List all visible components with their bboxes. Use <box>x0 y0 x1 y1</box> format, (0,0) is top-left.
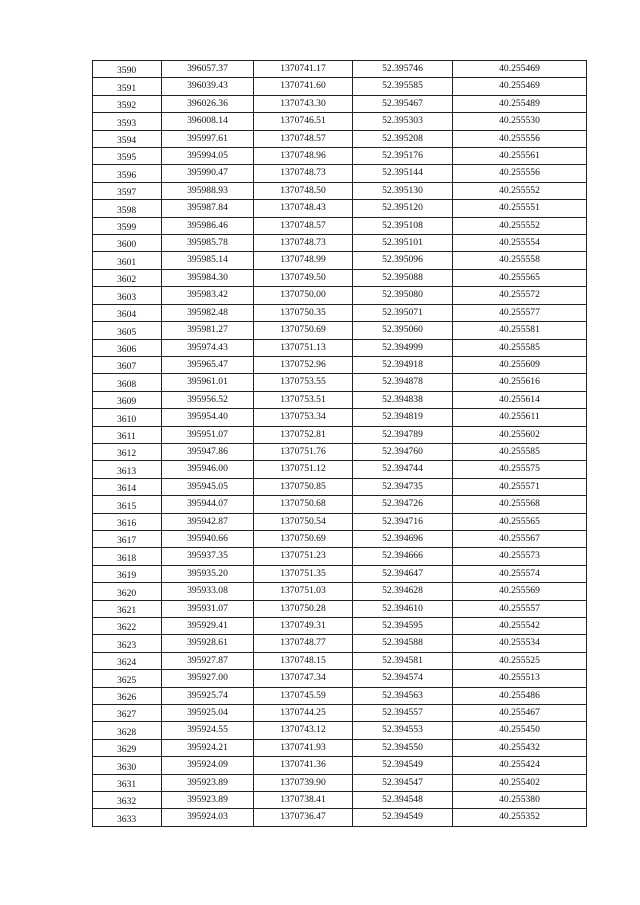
y-coordinate-cell: 1370753.51 <box>254 391 353 408</box>
x-coordinate-cell: 395942.87 <box>162 513 254 530</box>
y-coordinate-cell: 1370748.50 <box>254 182 353 199</box>
y-coordinate-cell: 1370751.13 <box>254 339 353 356</box>
table-row <box>93 600 587 617</box>
longitude-cell: 40.255424 <box>453 757 587 774</box>
table-row <box>93 530 587 547</box>
table-row <box>93 426 587 443</box>
longitude-cell: 40.255557 <box>453 600 587 617</box>
table-row <box>93 113 587 130</box>
table-row <box>93 374 587 391</box>
longitude-cell: 40.255568 <box>453 496 587 513</box>
longitude-cell: 40.255432 <box>453 739 587 756</box>
point-number-cell: 3612 <box>93 443 162 460</box>
point-number-cell: 3630 <box>93 757 162 774</box>
x-coordinate-cell: 395940.66 <box>162 530 254 547</box>
latitude-cell: 52.395101 <box>353 235 453 252</box>
point-number-cell: 3608 <box>93 374 162 391</box>
latitude-cell: 52.395080 <box>353 287 453 304</box>
longitude-cell: 40.255611 <box>453 409 587 426</box>
point-number-cell: 3611 <box>93 426 162 443</box>
longitude-cell: 40.255567 <box>453 530 587 547</box>
x-coordinate-cell: 395923.89 <box>162 792 254 809</box>
point-number-cell: 3631 <box>93 774 162 791</box>
y-coordinate-cell: 1370746.51 <box>254 113 353 130</box>
x-coordinate-cell: 395983.42 <box>162 287 254 304</box>
point-number-cell: 3623 <box>93 635 162 652</box>
table-row <box>93 391 587 408</box>
latitude-cell: 52.394610 <box>353 600 453 617</box>
latitude-cell: 52.394563 <box>353 687 453 704</box>
latitude-cell: 52.394595 <box>353 618 453 635</box>
table-row <box>93 304 587 321</box>
longitude-cell: 40.255469 <box>453 78 587 95</box>
latitude-cell: 52.394588 <box>353 635 453 652</box>
table-row <box>93 722 587 739</box>
table-row <box>93 478 587 495</box>
longitude-cell: 40.255577 <box>453 304 587 321</box>
y-coordinate-cell: 1370741.93 <box>254 739 353 756</box>
table-row <box>93 356 587 373</box>
latitude-cell: 52.394548 <box>353 792 453 809</box>
y-coordinate-cell: 1370750.69 <box>254 322 353 339</box>
table-row <box>93 618 587 635</box>
y-coordinate-cell: 1370751.03 <box>254 583 353 600</box>
y-coordinate-cell: 1370736.47 <box>254 809 353 826</box>
longitude-cell: 40.255525 <box>453 652 587 669</box>
longitude-cell: 40.255554 <box>453 235 587 252</box>
point-number-cell: 3633 <box>93 809 162 826</box>
x-coordinate-cell: 395974.43 <box>162 339 254 356</box>
longitude-cell: 40.255616 <box>453 374 587 391</box>
longitude-cell: 40.255565 <box>453 513 587 530</box>
x-coordinate-cell: 395923.89 <box>162 774 254 791</box>
longitude-cell: 40.255450 <box>453 722 587 739</box>
x-coordinate-cell: 396008.14 <box>162 113 254 130</box>
longitude-cell: 40.255352 <box>453 809 587 826</box>
latitude-cell: 52.394735 <box>353 478 453 495</box>
longitude-cell: 40.255380 <box>453 792 587 809</box>
latitude-cell: 52.394550 <box>353 739 453 756</box>
x-coordinate-cell: 395927.00 <box>162 670 254 687</box>
latitude-cell: 52.394574 <box>353 670 453 687</box>
table-row <box>93 739 587 756</box>
table-row <box>93 409 587 426</box>
point-number-cell: 3590 <box>93 61 162 78</box>
x-coordinate-cell: 395965.47 <box>162 356 254 373</box>
point-number-cell: 3599 <box>93 217 162 234</box>
y-coordinate-cell: 1370753.55 <box>254 374 353 391</box>
table-row <box>93 95 587 112</box>
point-number-cell: 3603 <box>93 287 162 304</box>
longitude-cell: 40.255571 <box>453 478 587 495</box>
point-number-cell: 3627 <box>93 705 162 722</box>
y-coordinate-cell: 1370749.31 <box>254 618 353 635</box>
y-coordinate-cell: 1370748.43 <box>254 200 353 217</box>
latitude-cell: 52.394999 <box>353 339 453 356</box>
latitude-cell: 52.395060 <box>353 322 453 339</box>
latitude-cell: 52.394838 <box>353 391 453 408</box>
point-number-cell: 3617 <box>93 530 162 547</box>
y-coordinate-cell: 1370741.60 <box>254 78 353 95</box>
longitude-cell: 40.255574 <box>453 565 587 582</box>
longitude-cell: 40.255467 <box>453 705 587 722</box>
longitude-cell: 40.255581 <box>453 322 587 339</box>
x-coordinate-cell: 395987.84 <box>162 200 254 217</box>
coordinates-table <box>92 60 587 827</box>
longitude-cell: 40.255486 <box>453 687 587 704</box>
x-coordinate-cell: 395982.48 <box>162 304 254 321</box>
longitude-cell: 40.255573 <box>453 548 587 565</box>
x-coordinate-cell: 395954.40 <box>162 409 254 426</box>
point-number-cell: 3632 <box>93 792 162 809</box>
table-row <box>93 130 587 147</box>
latitude-cell: 52.394549 <box>353 757 453 774</box>
longitude-cell: 40.255530 <box>453 113 587 130</box>
table-row <box>93 461 587 478</box>
table-row <box>93 565 587 582</box>
longitude-cell: 40.255556 <box>453 130 587 147</box>
table-row <box>93 339 587 356</box>
point-number-cell: 3626 <box>93 687 162 704</box>
longitude-cell: 40.255469 <box>453 61 587 78</box>
point-number-cell: 3595 <box>93 148 162 165</box>
y-coordinate-cell: 1370748.57 <box>254 130 353 147</box>
x-coordinate-cell: 395946.00 <box>162 461 254 478</box>
table-row <box>93 269 587 286</box>
y-coordinate-cell: 1370750.85 <box>254 478 353 495</box>
latitude-cell: 52.394547 <box>353 774 453 791</box>
latitude-cell: 52.394666 <box>353 548 453 565</box>
table-row <box>93 287 587 304</box>
latitude-cell: 52.395144 <box>353 165 453 182</box>
y-coordinate-cell: 1370748.99 <box>254 252 353 269</box>
latitude-cell: 52.395303 <box>353 113 453 130</box>
y-coordinate-cell: 1370750.00 <box>254 287 353 304</box>
table-row <box>93 443 587 460</box>
y-coordinate-cell: 1370750.54 <box>254 513 353 530</box>
longitude-cell: 40.255585 <box>453 443 587 460</box>
table-row <box>93 217 587 234</box>
latitude-cell: 52.395088 <box>353 269 453 286</box>
x-coordinate-cell: 395924.55 <box>162 722 254 739</box>
x-coordinate-cell: 395927.87 <box>162 652 254 669</box>
x-coordinate-cell: 395951.07 <box>162 426 254 443</box>
longitude-cell: 40.255609 <box>453 356 587 373</box>
x-coordinate-cell: 395985.14 <box>162 252 254 269</box>
y-coordinate-cell: 1370747.34 <box>254 670 353 687</box>
table-row <box>93 182 587 199</box>
latitude-cell: 52.394789 <box>353 426 453 443</box>
table-row <box>93 548 587 565</box>
latitude-cell: 52.394628 <box>353 583 453 600</box>
x-coordinate-cell: 395990.47 <box>162 165 254 182</box>
coordinates-table-body <box>93 61 587 827</box>
x-coordinate-cell: 395929.41 <box>162 618 254 635</box>
longitude-cell: 40.255558 <box>453 252 587 269</box>
table-row <box>93 774 587 791</box>
x-coordinate-cell: 395961.01 <box>162 374 254 391</box>
table-row <box>93 670 587 687</box>
point-number-cell: 3601 <box>93 252 162 269</box>
latitude-cell: 52.395176 <box>353 148 453 165</box>
table-row <box>93 705 587 722</box>
longitude-cell: 40.255542 <box>453 618 587 635</box>
y-coordinate-cell: 1370744.25 <box>254 705 353 722</box>
y-coordinate-cell: 1370753.34 <box>254 409 353 426</box>
y-coordinate-cell: 1370743.30 <box>254 95 353 112</box>
point-number-cell: 3594 <box>93 130 162 147</box>
longitude-cell: 40.255402 <box>453 774 587 791</box>
latitude-cell: 52.395467 <box>353 95 453 112</box>
latitude-cell: 52.394878 <box>353 374 453 391</box>
longitude-cell: 40.255551 <box>453 200 587 217</box>
y-coordinate-cell: 1370751.12 <box>254 461 353 478</box>
table-row <box>93 200 587 217</box>
table-row <box>93 635 587 652</box>
x-coordinate-cell: 395981.27 <box>162 322 254 339</box>
point-number-cell: 3628 <box>93 722 162 739</box>
y-coordinate-cell: 1370743.12 <box>254 722 353 739</box>
x-coordinate-cell: 395935.20 <box>162 565 254 582</box>
point-number-cell: 3602 <box>93 269 162 286</box>
x-coordinate-cell: 395994.05 <box>162 148 254 165</box>
y-coordinate-cell: 1370750.69 <box>254 530 353 547</box>
point-number-cell: 3615 <box>93 496 162 513</box>
x-coordinate-cell: 395924.21 <box>162 739 254 756</box>
y-coordinate-cell: 1370751.23 <box>254 548 353 565</box>
y-coordinate-cell: 1370751.76 <box>254 443 353 460</box>
latitude-cell: 52.395585 <box>353 78 453 95</box>
x-coordinate-cell: 395944.07 <box>162 496 254 513</box>
point-number-cell: 3621 <box>93 600 162 617</box>
table-row <box>93 165 587 182</box>
x-coordinate-cell: 395986.46 <box>162 217 254 234</box>
latitude-cell: 52.395130 <box>353 182 453 199</box>
x-coordinate-cell: 395928.61 <box>162 635 254 652</box>
longitude-cell: 40.255552 <box>453 182 587 199</box>
y-coordinate-cell: 1370741.17 <box>254 61 353 78</box>
latitude-cell: 52.395108 <box>353 217 453 234</box>
point-number-cell: 3598 <box>93 200 162 217</box>
latitude-cell: 52.395208 <box>353 130 453 147</box>
longitude-cell: 40.255575 <box>453 461 587 478</box>
x-coordinate-cell: 396057.37 <box>162 61 254 78</box>
latitude-cell: 52.395120 <box>353 200 453 217</box>
longitude-cell: 40.255556 <box>453 165 587 182</box>
x-coordinate-cell: 395956.52 <box>162 391 254 408</box>
table-row <box>93 583 587 600</box>
point-number-cell: 3625 <box>93 670 162 687</box>
table-row <box>93 148 587 165</box>
point-number-cell: 3606 <box>93 339 162 356</box>
table-row <box>93 757 587 774</box>
latitude-cell: 52.394744 <box>353 461 453 478</box>
longitude-cell: 40.255534 <box>453 635 587 652</box>
point-number-cell: 3629 <box>93 739 162 756</box>
latitude-cell: 52.394557 <box>353 705 453 722</box>
point-number-cell: 3618 <box>93 548 162 565</box>
x-coordinate-cell: 395984.30 <box>162 269 254 286</box>
y-coordinate-cell: 1370748.73 <box>254 235 353 252</box>
y-coordinate-cell: 1370738.41 <box>254 792 353 809</box>
point-number-cell: 3620 <box>93 583 162 600</box>
longitude-cell: 40.255565 <box>453 269 587 286</box>
latitude-cell: 52.394696 <box>353 530 453 547</box>
y-coordinate-cell: 1370741.36 <box>254 757 353 774</box>
point-number-cell: 3609 <box>93 391 162 408</box>
latitude-cell: 52.394819 <box>353 409 453 426</box>
y-coordinate-cell: 1370751.35 <box>254 565 353 582</box>
x-coordinate-cell: 395988.93 <box>162 182 254 199</box>
point-number-cell: 3600 <box>93 235 162 252</box>
y-coordinate-cell: 1370748.15 <box>254 652 353 669</box>
longitude-cell: 40.255561 <box>453 148 587 165</box>
table-row <box>93 687 587 704</box>
table-row <box>93 652 587 669</box>
latitude-cell: 52.394716 <box>353 513 453 530</box>
point-number-cell: 3596 <box>93 165 162 182</box>
longitude-cell: 40.255569 <box>453 583 587 600</box>
y-coordinate-cell: 1370745.59 <box>254 687 353 704</box>
latitude-cell: 52.394549 <box>353 809 453 826</box>
x-coordinate-cell: 395925.04 <box>162 705 254 722</box>
point-number-cell: 3622 <box>93 618 162 635</box>
longitude-cell: 40.255513 <box>453 670 587 687</box>
y-coordinate-cell: 1370748.57 <box>254 217 353 234</box>
y-coordinate-cell: 1370748.77 <box>254 635 353 652</box>
x-coordinate-cell: 395947.86 <box>162 443 254 460</box>
point-number-cell: 3593 <box>93 113 162 130</box>
latitude-cell: 52.395096 <box>353 252 453 269</box>
y-coordinate-cell: 1370752.96 <box>254 356 353 373</box>
latitude-cell: 52.394918 <box>353 356 453 373</box>
point-number-cell: 3605 <box>93 322 162 339</box>
y-coordinate-cell: 1370749.50 <box>254 269 353 286</box>
x-coordinate-cell: 395924.09 <box>162 757 254 774</box>
y-coordinate-cell: 1370752.81 <box>254 426 353 443</box>
longitude-cell: 40.255572 <box>453 287 587 304</box>
point-number-cell: 3607 <box>93 356 162 373</box>
latitude-cell: 52.394760 <box>353 443 453 460</box>
latitude-cell: 52.394581 <box>353 652 453 669</box>
x-coordinate-cell: 395925.74 <box>162 687 254 704</box>
table-row <box>93 235 587 252</box>
table-row <box>93 513 587 530</box>
point-number-cell: 3610 <box>93 409 162 426</box>
longitude-cell: 40.255552 <box>453 217 587 234</box>
y-coordinate-cell: 1370750.28 <box>254 600 353 617</box>
point-number-cell: 3619 <box>93 565 162 582</box>
y-coordinate-cell: 1370748.96 <box>254 148 353 165</box>
latitude-cell: 52.394553 <box>353 722 453 739</box>
y-coordinate-cell: 1370750.35 <box>254 304 353 321</box>
x-coordinate-cell: 395924.03 <box>162 809 254 826</box>
x-coordinate-cell: 395985.78 <box>162 235 254 252</box>
point-number-cell: 3613 <box>93 461 162 478</box>
point-number-cell: 3624 <box>93 652 162 669</box>
x-coordinate-cell: 395997.61 <box>162 130 254 147</box>
x-coordinate-cell: 396026.36 <box>162 95 254 112</box>
longitude-cell: 40.255602 <box>453 426 587 443</box>
y-coordinate-cell: 1370739.90 <box>254 774 353 791</box>
point-number-cell: 3604 <box>93 304 162 321</box>
latitude-cell: 52.395746 <box>353 61 453 78</box>
table-row <box>93 809 587 826</box>
latitude-cell: 52.394726 <box>353 496 453 513</box>
latitude-cell: 52.394647 <box>353 565 453 582</box>
table-row <box>93 61 587 78</box>
point-number-cell: 3592 <box>93 95 162 112</box>
table-row <box>93 792 587 809</box>
longitude-cell: 40.255614 <box>453 391 587 408</box>
point-number-cell: 3597 <box>93 182 162 199</box>
point-number-cell: 3614 <box>93 478 162 495</box>
x-coordinate-cell: 396039.43 <box>162 78 254 95</box>
x-coordinate-cell: 395931.07 <box>162 600 254 617</box>
point-number-cell: 3591 <box>93 78 162 95</box>
y-coordinate-cell: 1370750.68 <box>254 496 353 513</box>
table-row <box>93 496 587 513</box>
longitude-cell: 40.255489 <box>453 95 587 112</box>
y-coordinate-cell: 1370748.73 <box>254 165 353 182</box>
table-row <box>93 252 587 269</box>
longitude-cell: 40.255585 <box>453 339 587 356</box>
x-coordinate-cell: 395933.08 <box>162 583 254 600</box>
table-row <box>93 78 587 95</box>
point-number-cell: 3616 <box>93 513 162 530</box>
latitude-cell: 52.395071 <box>353 304 453 321</box>
table-row <box>93 322 587 339</box>
x-coordinate-cell: 395945.05 <box>162 478 254 495</box>
x-coordinate-cell: 395937.35 <box>162 548 254 565</box>
